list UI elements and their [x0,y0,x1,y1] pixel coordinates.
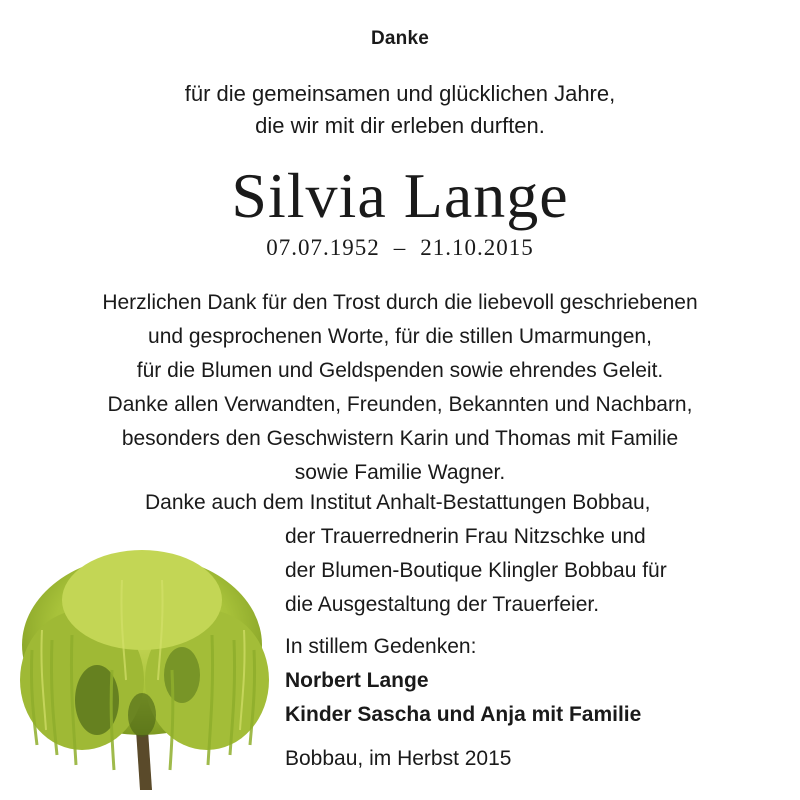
thanks-line: Danke allen Verwandten, Freunden, Bekannten und Nachbarn, [107,393,693,416]
institute-line: die Ausgestaltung der Trauerfeier. [285,593,600,616]
date-separator: – [393,235,407,260]
institute-line: Danke auch dem Institut Anhalt-Bestattungen Bobbau, [145,491,651,514]
thanks-line: besonders den Geschwistern Karin und Thomas mit Familie [121,427,679,450]
thanks-line: für die Blumen und Geldspenden sowie ehrendes Geleit. [136,359,664,382]
death-date: 21.10.2015 [420,235,534,260]
intro-text [0,78,800,142]
weeping-willow-icon [12,540,274,790]
memorial-intro: In stillem Gedenken: [285,635,477,658]
signoff: Bobbau, im Herbst 2015 [285,747,512,770]
heading: Danke [370,28,430,49]
deceased-name: Silvia Lange [231,160,569,231]
family-name: Norbert Lange [285,669,429,692]
intro-line: für die gemeinsamen und glücklichen Jahre, [184,81,616,106]
thanks-line: Herzlichen Dank für den Trost durch die liebevoll geschriebenen [102,291,698,314]
institute-line: der Blumen-Boutique Klingler Bobbau für [285,559,667,582]
institute-text [285,520,667,622]
birth-date: 07.07.1952 [266,235,380,260]
family-name: Kinder Sascha und Anja mit Familie [285,703,642,726]
intro-line: die wir mit dir erleben durften. [255,113,545,138]
life-dates [0,235,800,261]
memorial-block [285,630,641,732]
thanks-line: sowie Familie Wagner. [294,461,506,484]
institute-line: der Trauerrednerin Frau Nitzschke und [285,525,646,548]
thanks-line: und gesprochenen Worte, für die stillen Umarmungen, [148,325,652,348]
thanks-text [0,286,800,490]
